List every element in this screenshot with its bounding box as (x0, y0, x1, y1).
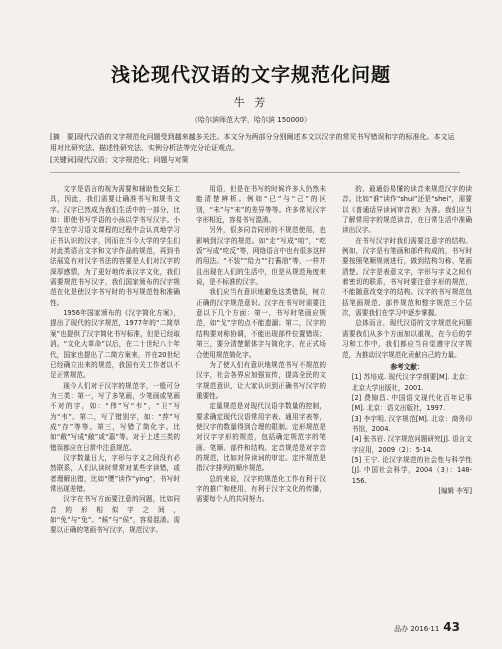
paragraph: 我们应当有意识地避免这类错误，树立正确的汉字规范意识。汉字在书写时需要注意以下几个方面：第一，书写时笔画应规范，如“戈”字的点不能遗漏；第二，汉字的结构要对称协调，不能出现部件位置错误；第三，要分清楚繁体字与简化字，在正式场合使用规范简化字。 (196, 288, 326, 359)
text-column-3 (342, 184, 472, 602)
paragraph: 汉字数量日大，字形与字义之间没有必然联系，人们认读时常常对某些字读错，或者理解出错，比如“赝”读作“ying”，书写时常出现差错。 (50, 453, 180, 493)
editor-mark: [编辑 李军] (438, 486, 472, 495)
paragraph: 定量规范是对现代汉语字数量的控制，要求确定现代汉语常用字表、通用字表等，使汉字的数量得到合理的限制。定形规范是对汉字字形的规范，包括确定规范字的笔画、笔顺、部件和结构。定音规范是对字音的规范，比如对异读词的审定。定序规范是指汉字排列的顺序规范。 (196, 402, 326, 473)
journal-issue: 品办 2016·11 (394, 625, 440, 633)
page-footer (394, 620, 460, 634)
divider (50, 172, 460, 173)
paragraph: 用语，但是在书写的时候许多人仍然未能清楚辨析。例如“已”与“己”的区别，“未”与“末”的差异等等。许多常见汉字字形相近，容易书写混淆。 (196, 185, 326, 225)
paragraph: 现今人们对于汉字的规范字，一般可分为三类：第一，写了多笔画，少笔画或笔画不对的字，如：“伟”写“韦”，“卫”写为“韦”。第二，写了错别字，如：“荐”写成“存”等等。第三，写错了简化字。比如“敞”写成“敝”或“嚣”等。对于上述三类的错误都应在日常中注意规范。 (50, 381, 180, 452)
paragraph: 总的来说，汉字的规范化工作有利于汉字的推广和使用，有利于汉字文化的传播，需要每个人的共同努力。 (196, 474, 326, 504)
page-number: 43 (443, 620, 460, 634)
reference-item: [4] 张书岩. 汉字规范问题研究[J]. 语言文字应用，2009（2）：5-14. (351, 435, 472, 454)
reference-item: [5] 王宁. 论汉字规范的社会性与科学性[J]. 中国社会科学，2004（3）：148-156. (351, 455, 472, 485)
reference-item: [3] 李宇明. 汉字规范[M]. 北京：商务印书馆，2004. (351, 414, 472, 433)
paragraph: 的、最通俗易懂的读音来规范汉字的读音。比如“谁”读作“shui”还是“shei”，需要以《普通话异读词审音表》为准。我们应当了解常用字的规范读音，在日常生活中准确读出汉字。 (342, 185, 472, 235)
reference-item: [1] 苏培成. 现代汉字学纲要[M]. 北京：北京大学出版社，2001. (351, 373, 472, 392)
keywords: [关键词]现代汉语；文字规范化；问题与对策 (50, 156, 189, 164)
reference-item: [2] 费锦昌. 中国语文现代化百年记事[M]. 北京：语文出版社，1997. (351, 393, 472, 413)
paragraph: 总体而言，现代汉语的文字规范化问题需要我们从多个方面加以重视，在今后的学习和工作中，我们都应当自觉遵守汉字规范，为推动汉字规范化贡献自己的力量。 (342, 319, 472, 359)
paragraph: 为了使人们有意识地规范书写不规范的汉字，社会各界应加强宣传，提高全民的文字规范意识，让大家认识到正确书写汉字的重要性。 (196, 360, 326, 400)
article-title: 浅论现代汉语的文字规范化问题 (110, 64, 391, 86)
author-name: 牛 芳 (233, 96, 269, 109)
abstract: [摘 要]现代汉语的文字规范化问题受到越来越多关注。本文分为两部分分别阐述本文以汉字的常见书写错误和字的标准化。本文运用对比研究法、描述性研究法、实例分析法等完分论证观点。 (50, 133, 455, 152)
paragraph: 1956年国家颁布的《汉字简化方案》，提出了现代的汉字规范，1977年的“二简草案”也提供了汉字简化书写标准，但是已经取消。“文化大革命”以后，在二十世纪八十年代，国家也提出了二简方案来，并在20世纪已经确立出来的规范，我国有关工作者以不足正常规范。 (50, 309, 180, 380)
paragraph: 另外，很多同音同形的不规范使用，也影响到汉字的规范。如“走”写成“咱”，“吃饭”写成“吃反”等，网络语言中也有很多这样的用法。“不装”“给力”“打酱油”等，一样并且出现在人们的生活中，但是从规范角度来说，是不标准的汉字。 (196, 226, 326, 287)
references-heading: 参考文献： (390, 362, 424, 371)
text-column-1 (50, 184, 180, 602)
paragraph: 文字是语言的视为需要和辅助性交际工具，因此，我们需要让确准书写和规书文字。汉字已然成为我们生活中的一部分，比如：即使书写学语的小孩以学书写汉字。小学生在学习语文课程的过程中会认真地学习正书认识的汉字，因而在当今大学的学生们对此类语言文字和文字作品的规范，再到书法展览有对汉字书法的容要是人们对汉字的深厚感情，为了更好地传承汉字文化，我们需要规范书写汉字，我们国家颁布的汉字规范在化是使汉字书写时的书写规范性和准确性。 (50, 185, 180, 307)
text-column-2 (196, 184, 326, 602)
author-affiliation: （哈尔滨师范大学，哈尔滨 150000） (191, 116, 311, 124)
paragraph: 在书写汉字时我们需要注意字的结构。例如，汉字是有笔画和部件构成的，书写时要按照笔顺规则进行，做到结构匀称、笔画清楚。汉字是表意文字，字形与字义之间有着密切的联系，书写时要注意字形的规范，不能随意改变字的结构。汉字的书写规范包括笔画规范、部件规范和整字规范三个层次，需要我们在学习中逐步掌握。 (342, 236, 472, 318)
paragraph: 汉字在书写方面要注意的问题，比如同音的形相似字之间，如“免”与“兔”、“候”与“侯”，容易混淆。需要以正确的笔画书写汉字，规范汉字。 (50, 495, 180, 535)
